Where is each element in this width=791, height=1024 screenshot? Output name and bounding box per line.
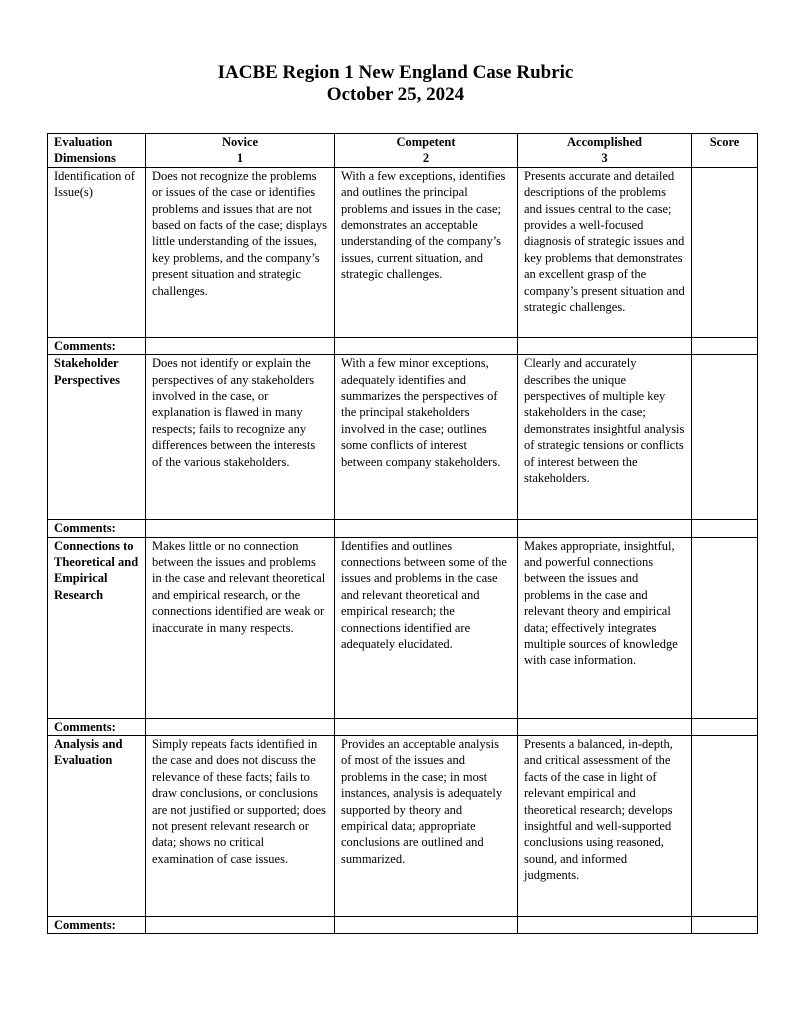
header-row xyxy=(48,134,758,168)
score-cell xyxy=(692,355,758,520)
dimension-cell: Identification of Issue(s) xyxy=(48,167,146,337)
comments-label: Comments: xyxy=(48,917,146,934)
comments-cell xyxy=(335,337,518,354)
score-cell xyxy=(692,537,758,718)
comments-cell xyxy=(518,917,692,934)
table-row xyxy=(48,355,758,520)
rubric-table xyxy=(47,133,758,934)
comments-cell xyxy=(518,520,692,537)
header-novice xyxy=(146,134,335,168)
novice-cell: Does not recognize the problems or issues of the case or identifies problems and issues that are not based on facts of the case; displays little understanding of the issues, key problems, and the company’s present situation and strategic challenges. xyxy=(146,167,335,337)
comments-label: Comments: xyxy=(48,337,146,354)
table-row xyxy=(48,736,758,917)
comments-row xyxy=(48,917,758,934)
comments-cell xyxy=(518,718,692,735)
comments-row xyxy=(48,718,758,735)
comments-cell xyxy=(146,718,335,735)
dimension-cell: Analysis and Evaluation xyxy=(48,736,146,917)
comments-cell xyxy=(692,917,758,934)
header-accomplished-level: 3 xyxy=(601,151,608,166)
competent-cell: With a few exceptions, identifies and outlines the principal problems and issues in the case; demonstrates an acceptable understanding of the company’s issues, current situation, and strategic challenges. xyxy=(335,167,518,337)
comments-cell xyxy=(146,917,335,934)
document-date: October 25, 2024 xyxy=(326,84,465,105)
competent-cell: Identifies and outlines connections between some of the issues and problems in the case and relevant theoretical and empirical research; the connections identified are adequately elucidated. xyxy=(335,537,518,718)
header-competent-level: 2 xyxy=(422,151,430,166)
novice-cell: Does not identify or explain the perspectives of any stakeholders involved in the case, or explanation is flawed in many respects; fails to recognize any differences between the interests of the various stakeholders. xyxy=(146,355,335,520)
comments-cell xyxy=(146,337,335,354)
comments-cell xyxy=(692,337,758,354)
header-novice-level: 1 xyxy=(236,151,244,166)
competent-cell: Provides an acceptable analysis of most of the issues and problems in the case; in most instances, analysis is adequately supported by theory and empirical data; appropriate conclusions are outlined and summarized. xyxy=(335,736,518,917)
header-dimensions-line2: Dimensions xyxy=(54,151,116,166)
header-dimensions-line1: Evaluation xyxy=(54,135,113,149)
dimension-cell: Connections to Theoretical and Empirical Research xyxy=(48,537,146,718)
accomplished-cell: Clearly and accurately describes the unique perspectives of multiple key stakeholders in the case; demonstrates insightful analysis of strategic tensions or conflicts of interest between the stakeholders. xyxy=(518,355,692,520)
table-row xyxy=(48,537,758,718)
header-accomplished xyxy=(518,134,692,168)
comments-cell xyxy=(335,718,518,735)
comments-label: Comments: xyxy=(48,718,146,735)
dimension-cell: Stakeholder Perspectives xyxy=(48,355,146,520)
header-competent-label: Competent xyxy=(396,135,456,149)
document-header xyxy=(0,62,791,106)
comments-cell xyxy=(518,337,692,354)
comments-cell xyxy=(146,520,335,537)
novice-cell: Simply repeats facts identified in the case and does not discuss the relevance of these facts; fails to draw conclusions, or conclusions are not justified or supported; does not present relevant research or data; shows no critical examination of case issues. xyxy=(146,736,335,917)
document-title: IACBE Region 1 New England Case Rubric xyxy=(217,62,574,83)
header-dimensions xyxy=(48,134,146,168)
header-score: Score xyxy=(692,134,758,168)
accomplished-cell: Presents accurate and detailed descriptions of the problems and issues central to the case; provides a well-focused diagnosis of strategic issues and key problems that demonstrates an excellent grasp of the company’s present situation and strategic challenges. xyxy=(518,167,692,337)
score-cell xyxy=(692,736,758,917)
comments-row xyxy=(48,337,758,354)
header-novice-label: Novice xyxy=(221,135,259,149)
accomplished-cell: Presents a balanced, in-depth, and critical assessment of the facts of the case in light of relevant empirical and theoretical research; develops insightful and well-supported conclusions using reasoned, sound, and informed judgments. xyxy=(518,736,692,917)
header-accomplished-label: Accomplished xyxy=(567,135,642,149)
header-competent xyxy=(335,134,518,168)
novice-cell: Makes little or no connection between the issues and problems in the case and relevant theoretical and empirical research, or the connections identified are weak or inaccurate in many respects. xyxy=(146,537,335,718)
comments-cell xyxy=(335,917,518,934)
comments-cell xyxy=(692,718,758,735)
accomplished-cell: Makes appropriate, insightful, and powerful connections between the issues and problems in the case and relevant theory and empirical data; effectively integrates multiple sources of knowledge with case information. xyxy=(518,537,692,718)
score-cell xyxy=(692,167,758,337)
comments-label: Comments: xyxy=(48,520,146,537)
competent-cell: With a few minor exceptions, adequately identifies and summarizes the perspectives of the principal stakeholders involved in the case; outlines some conflicts of interest between company stakeholders. xyxy=(335,355,518,520)
comments-cell xyxy=(335,520,518,537)
comments-cell xyxy=(692,520,758,537)
table-row xyxy=(48,167,758,337)
comments-row xyxy=(48,520,758,537)
